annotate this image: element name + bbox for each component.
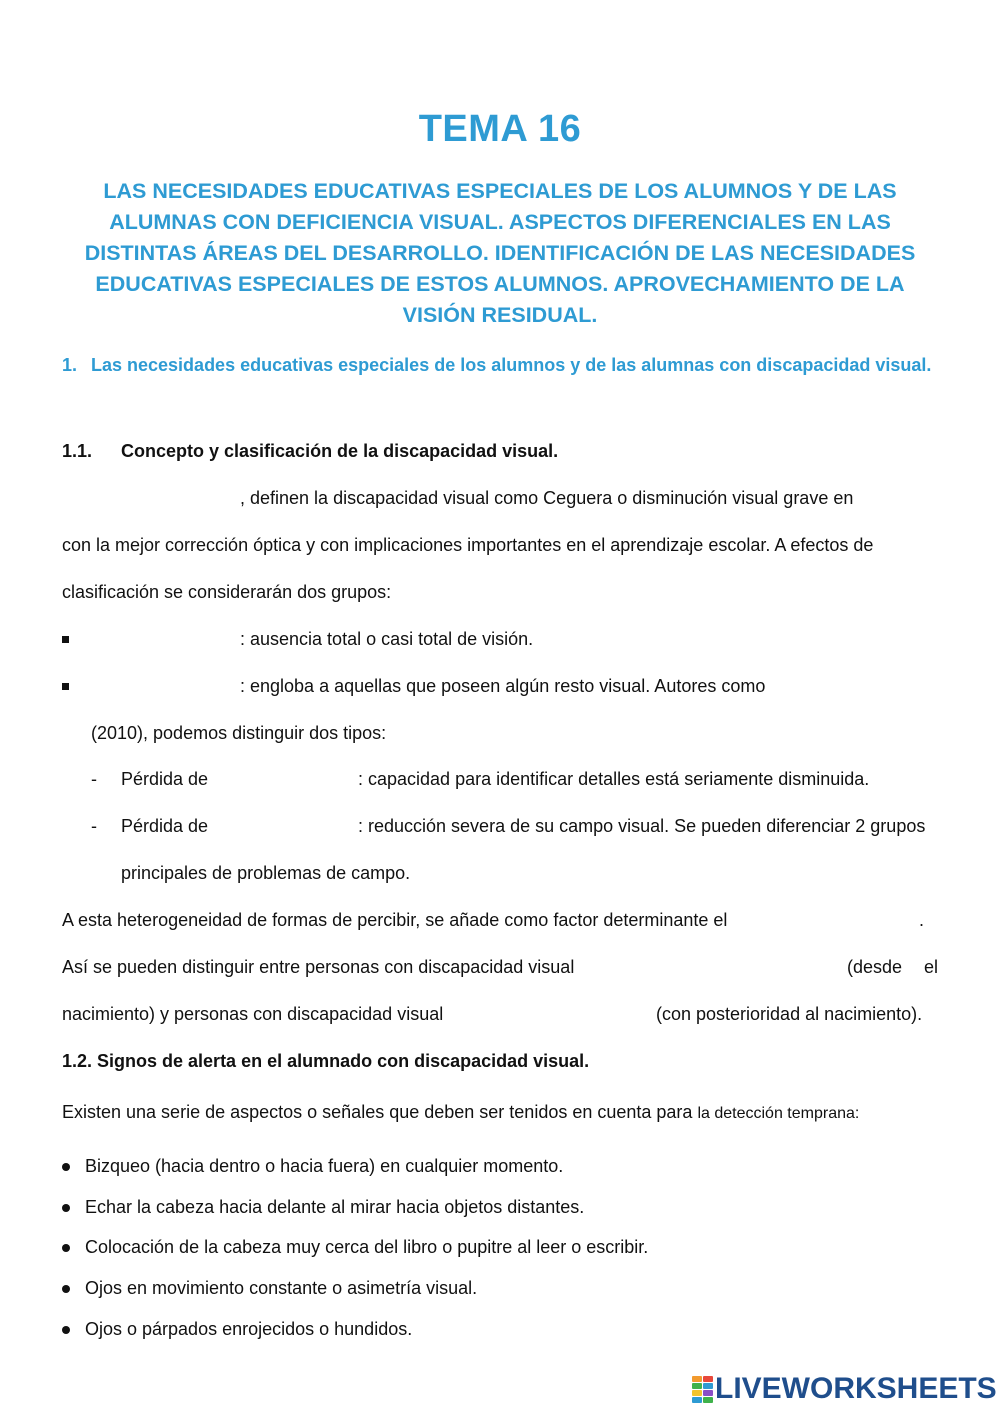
intro-text-b: la detección temprana: (697, 1105, 860, 1122)
section-1-text: Las necesidades educativas especiales de los alumnos y de las alumnas con discapacidad visual. (91, 355, 932, 375)
subtitle-line: ALUMNAS CON DEFICIENCIA VISUAL. ASPECTOS DIFERENCIALES EN LAS (109, 210, 891, 234)
list-item: Ojos o párpados enrojecidos o hundidos. (85, 1319, 413, 1339)
subtitle-line: VISIÓN RESIDUAL. (402, 303, 598, 327)
paragraph-text: el (924, 957, 939, 977)
dash-text: principales de problemas de campo. (121, 863, 411, 883)
paragraph-text: A esta heterogeneidad de formas de percibir, se añade como factor determinante el (62, 910, 728, 930)
dash-bullet-icon: - (91, 816, 97, 836)
square-bullet-icon (62, 636, 69, 643)
dash-bullet-icon: - (91, 769, 97, 789)
bullet-text: : ausencia total o casi total de visión. (240, 629, 534, 649)
subtitle-line: EDUCATIVAS ESPECIALES DE ESTOS ALUMNOS. APROVECHAMIENTO DE LA (95, 272, 905, 296)
liveworksheets-icon (692, 1376, 712, 1402)
paragraph-text: . (919, 910, 925, 930)
subtitle-line: LAS NECESIDADES EDUCATIVAS ESPECIALES DE LOS ALUMNOS Y DE LAS (103, 179, 897, 203)
paragraph-text: (con posterioridad al nacimiento). (656, 1004, 923, 1024)
paragraph-text: nacimiento) y personas con discapacidad visual (62, 1004, 444, 1024)
square-bullet-icon (62, 683, 69, 690)
dash-prefix: Pérdida de (121, 816, 209, 836)
section-1-1-title: Concepto y clasificación de la discapacidad visual. (121, 441, 559, 461)
dash-prefix: Pérdida de (121, 769, 209, 789)
list-item: Bizqueo (hacia dentro o hacia fuera) en cualquier momento. (85, 1156, 564, 1176)
intro-text-a: Existen una serie de aspectos o señales que deben ser tenidos en cuenta para (62, 1102, 693, 1122)
list-item: Colocación de la cabeza muy cerca del libro o pupitre al leer o escribir. (85, 1237, 649, 1257)
intro-text (62, 1102, 859, 1123)
bullet-dot-icon (62, 1163, 70, 1171)
logo-text: LIVEWORKSHEETS (715, 1372, 997, 1405)
section-1-1-number: 1.1. (62, 441, 93, 461)
paragraph-text: (desde (847, 957, 903, 977)
paragraph-text: con la mejor corrección óptica y con implicaciones importantes en el aprendizaje escolar. A efectos de (62, 535, 874, 555)
bullet-dot-icon (62, 1244, 70, 1252)
page-subtitle (60, 176, 940, 331)
section-1-number: 1. (62, 355, 78, 375)
paragraph-text: Así se pueden distinguir entre personas con discapacidad visual (62, 957, 575, 977)
dash-text: : capacidad para identificar detalles está seriamente disminuida. (358, 769, 870, 789)
page-title: TEMA 16 (418, 108, 582, 150)
bullet-dot-icon (62, 1326, 70, 1334)
bullet-dot-icon (62, 1285, 70, 1293)
bullet-dot-icon (62, 1204, 70, 1212)
list-item: Ojos en movimiento constante o asimetría visual. (85, 1278, 478, 1298)
bullet-text: (2010), podemos distinguir dos tipos: (91, 723, 387, 743)
section-1-heading (62, 342, 940, 389)
paragraph-text: , definen la discapacidad visual como Ceguera o disminución visual grave en (240, 488, 854, 508)
dash-text: : reducción severa de su campo visual. Se pueden diferenciar 2 grupos (358, 816, 926, 836)
paragraph-text: clasificación se considerarán dos grupos: (62, 582, 392, 602)
bullet-text: : engloba a aquellas que poseen algún resto visual. Autores como (240, 676, 766, 696)
liveworksheets-logo (692, 1372, 997, 1406)
list-item: Echar la cabeza hacia delante al mirar hacia objetos distantes. (85, 1197, 585, 1217)
subtitle-line: DISTINTAS ÁREAS DEL DESARROLLO. IDENTIFICACIÓN DE LAS NECESIDADES (84, 241, 916, 265)
section-1-2-title: 1.2. Signos de alerta en el alumnado con discapacidad visual. (62, 1051, 590, 1071)
